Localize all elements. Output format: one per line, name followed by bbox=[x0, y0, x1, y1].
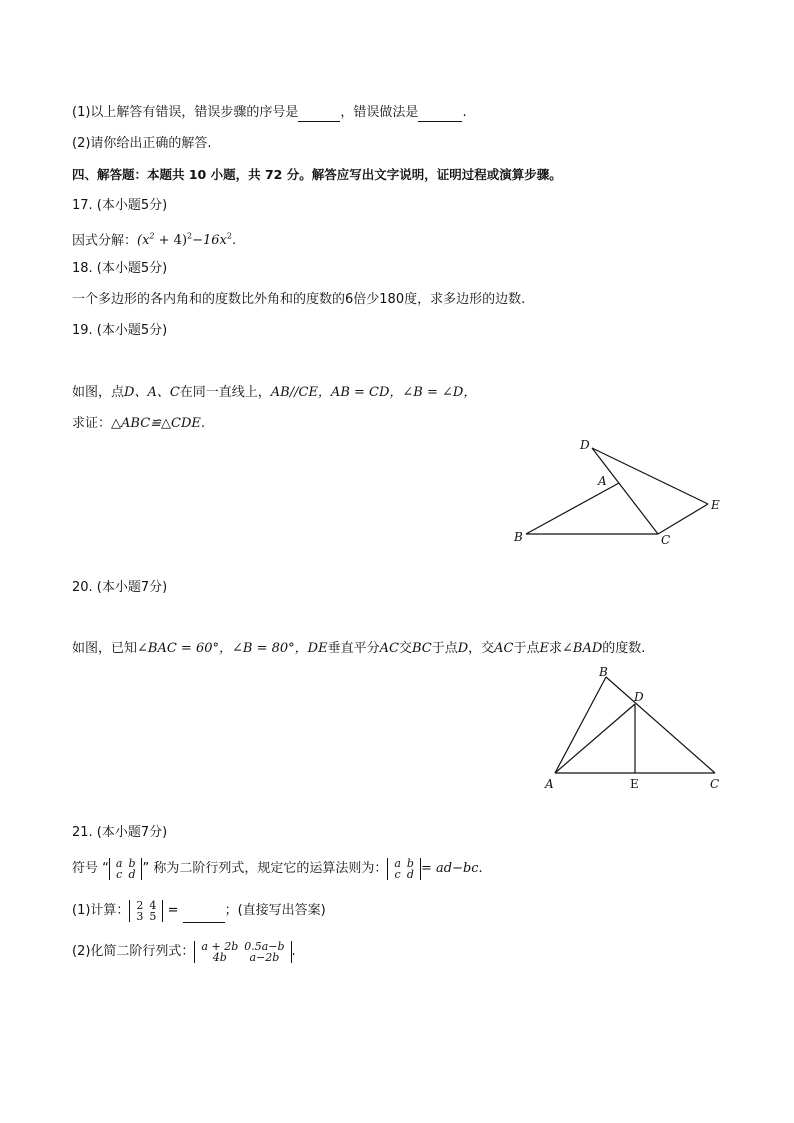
q21-part1: (1)计算： 2 4 3 5 = ；(直接写出答案) bbox=[72, 898, 326, 923]
q19-label-b: B bbox=[514, 530, 523, 544]
q19-line-de bbox=[592, 448, 708, 504]
q20-label-c: C bbox=[710, 777, 720, 791]
q19-title: 19. (本小题5分) bbox=[72, 323, 168, 338]
period: . bbox=[462, 105, 467, 120]
answer-blank[interactable] bbox=[418, 107, 462, 122]
q16-part1-mid: ，错误做法是 bbox=[340, 105, 419, 120]
q19-label-c: C bbox=[661, 533, 671, 547]
q19-label-e: E bbox=[711, 498, 720, 512]
q19-line-ce bbox=[658, 504, 708, 534]
q19-line2: 求证：△ABC≌△CDE. bbox=[72, 416, 206, 431]
answer-blank[interactable] bbox=[298, 107, 340, 122]
q20-line-ad bbox=[555, 704, 635, 773]
q18-title: 18. (本小题5分) bbox=[72, 261, 168, 276]
q19-line-dc bbox=[592, 448, 658, 534]
q19-line-ba bbox=[526, 483, 619, 534]
q16-part2: (2)请你给出正确的解答. bbox=[72, 136, 212, 151]
q20-line-ab bbox=[555, 677, 606, 773]
determinant-symbol: a b c d bbox=[109, 858, 143, 880]
q19-figure bbox=[500, 430, 740, 550]
determinant-numeric: 2 4 3 5 bbox=[129, 900, 163, 922]
q20-title: 20. (本小题7分) bbox=[72, 580, 168, 595]
q20-label-b: B bbox=[599, 665, 608, 679]
q19-label-d: D bbox=[580, 438, 590, 452]
q16-part1 bbox=[72, 104, 467, 122]
q19-label-a: A bbox=[598, 474, 607, 488]
q20-label-a: A bbox=[545, 777, 554, 791]
q21-title: 21. (本小题7分) bbox=[72, 825, 168, 840]
q17-title: 17. (本小题5分) bbox=[72, 198, 168, 213]
answer-blank[interactable] bbox=[183, 908, 225, 923]
q21-part2: (2)化简二阶行列式： a + 2b 0.5a−b 4b a−2b . bbox=[72, 939, 296, 964]
q16-part1-prefix: (1)以上解答有错误，错误步骤的序号是 bbox=[72, 105, 299, 120]
q18-text: 一个多边形的各内角和的度数比外角和的度数的6倍少180度，求多边形的边数. bbox=[72, 292, 526, 307]
q20-label-d: D bbox=[634, 690, 644, 704]
q17-prefix: 因式分解： bbox=[72, 233, 138, 249]
determinant-rule: a b c d bbox=[387, 858, 421, 880]
q20-text: 如图，已知∠BAC = 60°，∠B = 80°，DE垂直平分AC交BC于点D，交AC于点E求∠BAD的度数. bbox=[72, 641, 646, 656]
q21-intro: 符号 “ a b c d ” 称为二阶行列式，规定它的运算法则为： a b c d = ad−bc. bbox=[72, 856, 483, 881]
q17-text bbox=[72, 228, 236, 250]
determinant-algebraic: a + 2b 0.5a−b 4b a−2b bbox=[194, 941, 291, 963]
section-heading: 四、解答题：本题共 10 小题，共 72 分。解答应写出文字说明，证明过程或演算步骤。 bbox=[72, 167, 562, 182]
q19-line1: 如图，点D、A、C在同一直线上，AB//CE，AB = CD，∠B = ∠D， bbox=[72, 385, 477, 400]
q20-line-bc bbox=[606, 677, 715, 773]
q20-figure bbox=[535, 660, 735, 795]
q17-expr: $(x^2 + 4)^2-16x^2$. bbox=[137, 232, 237, 249]
q20-label-e: E bbox=[630, 777, 639, 791]
